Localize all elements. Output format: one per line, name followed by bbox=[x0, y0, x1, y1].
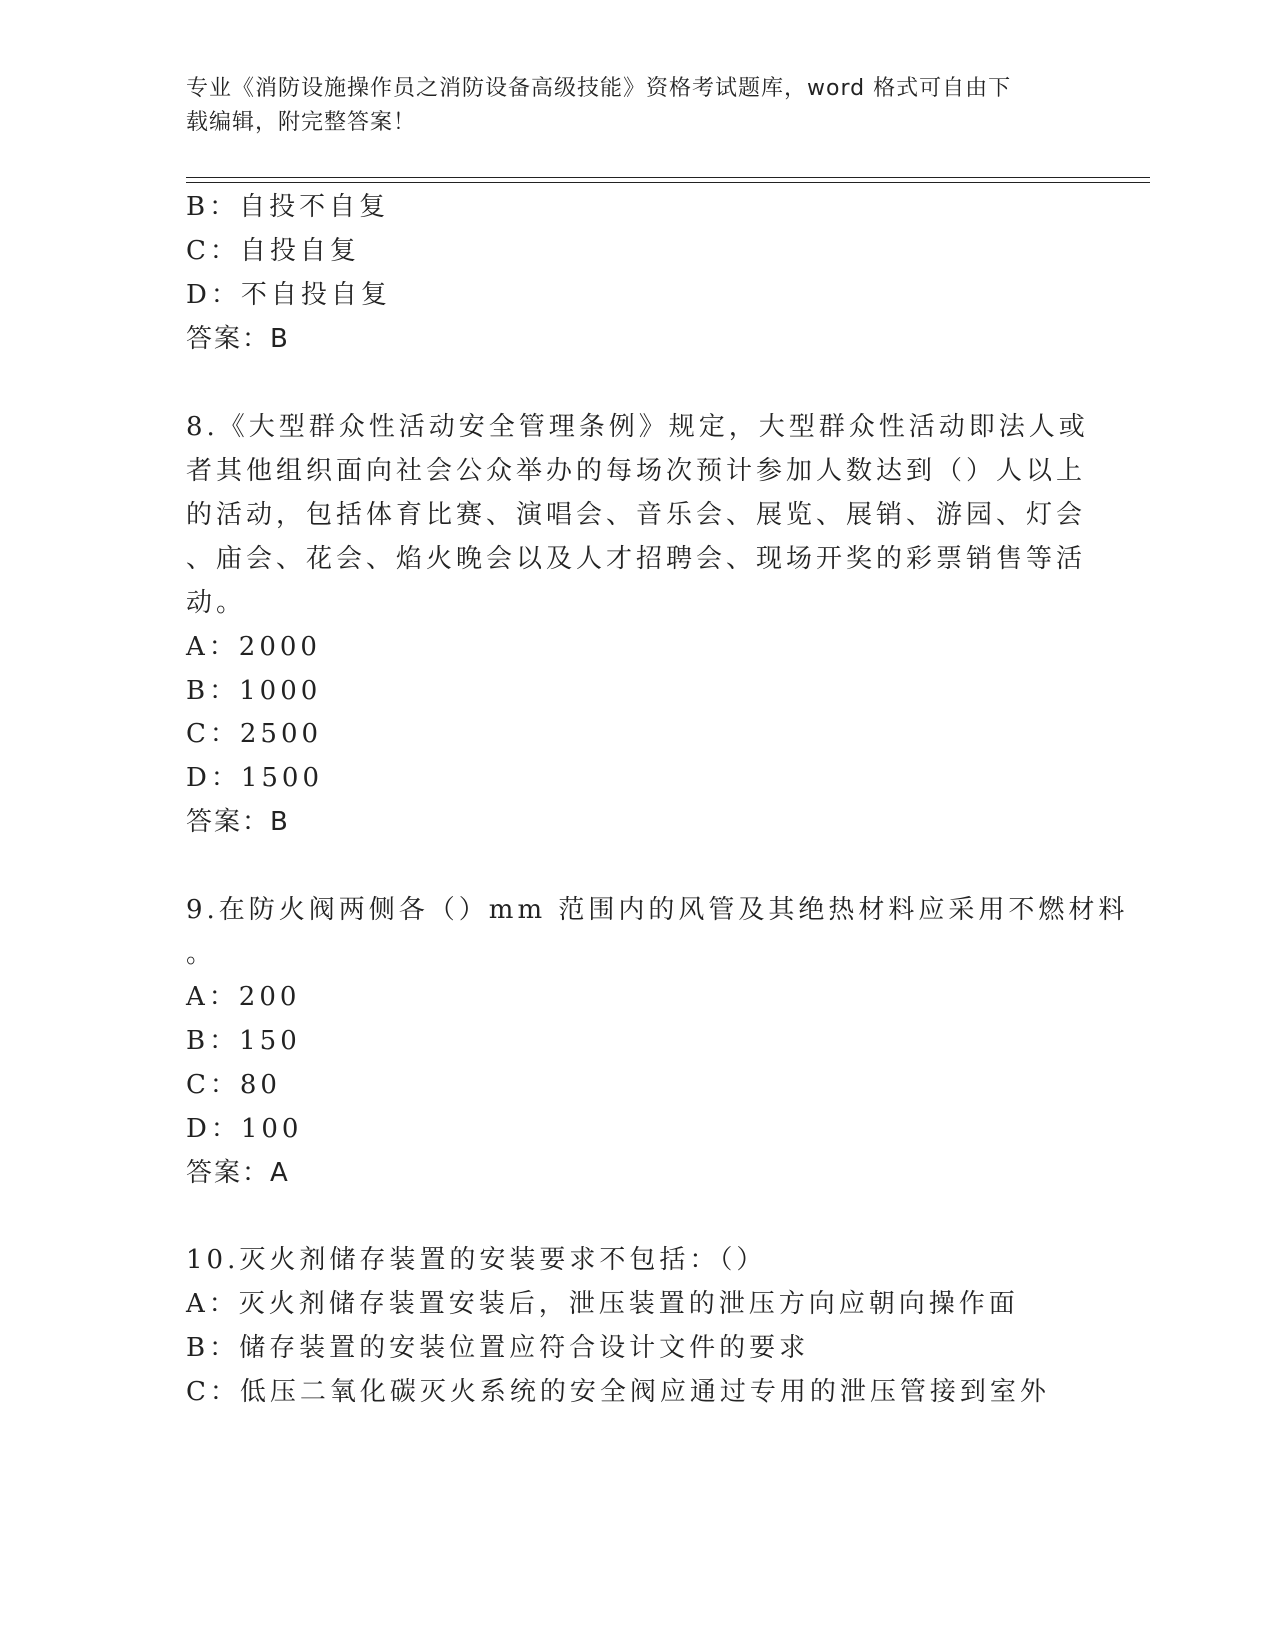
q7-option-c: C：自投自复 bbox=[186, 236, 360, 266]
header-line-1: 专业《消防设施操作员之消防设备高级技能》资格考试题库，word 格式可自由下 bbox=[186, 76, 1012, 101]
header-rule-top bbox=[186, 177, 1150, 178]
q9-option-b: B：150 bbox=[186, 1026, 301, 1056]
q9-option-d: D：100 bbox=[186, 1114, 303, 1144]
q9-stem-line: 。 bbox=[186, 939, 217, 969]
q10-stem: 10.灭火剂储存装置的安装要求不包括：（） bbox=[186, 1245, 767, 1275]
q8-stem-line: 的活动，包括体育比赛、演唱会、音乐会、展览、展销、游园、灯会 bbox=[186, 500, 1087, 530]
q8-option-b: B：1000 bbox=[186, 676, 322, 706]
q10-option-c: C：低压二氧化碳灭火系统的安全阀应通过专用的泄压管接到室外 bbox=[186, 1377, 1050, 1407]
q7-option-d: D：不自投自复 bbox=[186, 280, 391, 310]
header-rule-bottom bbox=[186, 182, 1150, 183]
q10-option-b: B：储存装置的安装位置应符合设计文件的要求 bbox=[186, 1333, 810, 1363]
q8-option-c: C：2500 bbox=[186, 719, 323, 749]
header-line-2: 载编辑，附完整答案！ bbox=[186, 110, 417, 135]
q9-stem-line: 9.在防火阀两侧各（）mm 范围内的风管及其绝热材料应采用不燃材料 bbox=[186, 895, 1129, 925]
q9-option-c: C：80 bbox=[186, 1070, 281, 1100]
q7-option-b: B：自投不自复 bbox=[186, 192, 390, 222]
q8-option-a: A：2000 bbox=[186, 632, 321, 662]
q8-stem-line: 者其他组织面向社会公众举办的每场次预计参加人数达到（）人以上 bbox=[186, 456, 1087, 486]
document-header bbox=[186, 72, 1086, 140]
q8-stem-line: 8.《大型群众性活动安全管理条例》规定，大型群众性活动即法人或 bbox=[186, 412, 1089, 442]
q9-option-a: A：200 bbox=[186, 982, 301, 1012]
q9-answer: 答案：A bbox=[186, 1158, 290, 1188]
q8-answer: 答案：B bbox=[186, 807, 290, 837]
q10-option-a: A：灭火剂储存装置安装后，泄压装置的泄压方向应朝向操作面 bbox=[186, 1289, 1019, 1319]
q8-stem-line: 动。 bbox=[186, 588, 247, 618]
q7-answer: 答案：B bbox=[186, 324, 290, 354]
q8-stem-line: 、庙会、花会、焰火晚会以及人才招聘会、现场开奖的彩票销售等活 bbox=[186, 544, 1087, 574]
q8-option-d: D：1500 bbox=[186, 763, 324, 793]
